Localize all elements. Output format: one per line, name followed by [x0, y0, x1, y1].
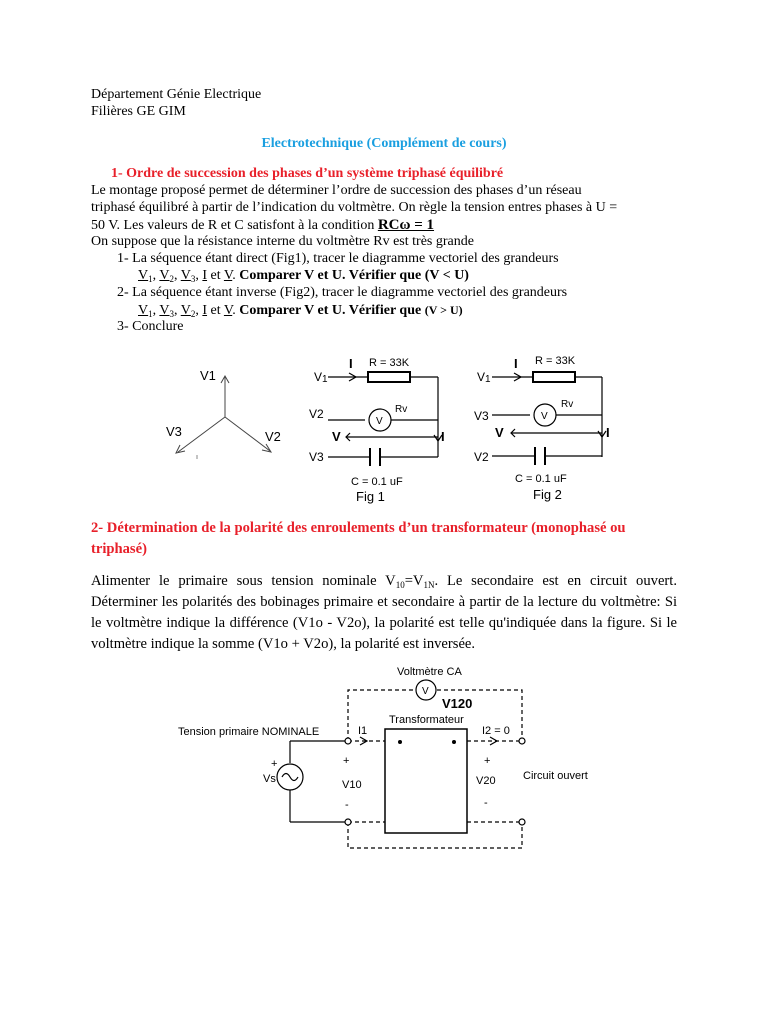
fig2-v2: V2: [474, 450, 489, 464]
page-title: Electrotechnique (Complément de cours): [261, 136, 507, 151]
s1-p3: [91, 217, 434, 234]
fig1-v3: V3: [309, 450, 324, 464]
fig1-i-right: I: [441, 429, 445, 444]
fig2-i-right: I: [606, 425, 610, 440]
item1-bold: Comparer V et U. Vérifier que (V < U): [239, 268, 469, 283]
fig1-v2: V2: [309, 407, 324, 421]
v10-plus: +: [343, 755, 350, 767]
fig2-r-label: R = 33K: [535, 355, 576, 367]
circuit-ouvert-label: Circuit ouvert: [523, 770, 588, 782]
v20-plus: +: [484, 755, 491, 767]
section2-heading-1: 2- Détermination de la polarité des enroulements d’un transformateur (monophasé ou: [91, 520, 626, 536]
fig2-rv: Rv: [561, 399, 574, 410]
star-v3: V3: [166, 424, 182, 439]
fig2-caption: Fig 2: [533, 487, 562, 502]
fig1-v-label: V: [332, 429, 341, 444]
section1-heading: 1- Ordre de succession des phases d’un système triphasé équilibré: [111, 166, 504, 181]
para-a: Alimenter le primaire sous tension nominale V: [91, 573, 396, 589]
s1-item1-detail: $V_1$, $V_2$, $V_3$, I et V. Comparer V et U. Vérifier que (V < U): [138, 268, 469, 284]
item2-cond: (V > U): [424, 303, 463, 317]
s1-p2: triphasé équilibré à partir de l’indication du voltmètre. On règle la tension entres phases à U =: [91, 200, 618, 215]
tension-label: Tension primaire NOMINALE: [178, 726, 320, 738]
fig1-r-label: R = 33K: [369, 357, 410, 369]
fig1-voltmeter-v: V: [376, 416, 383, 427]
s1-item3: 3- Conclure: [117, 319, 184, 334]
phase-figures: [0, 345, 768, 505]
fig1-i-top: I: [349, 356, 353, 371]
s1-item2-detail: $V_1$, $V_3$, $V_2$, I et V. Comparer V et U. Vérifier que (V > U): [138, 303, 463, 319]
fig2-circuit: [492, 372, 606, 465]
polarity-dot-secondary: [452, 740, 456, 744]
star-diagram: [176, 376, 271, 459]
section2-heading-2: triphasé): [91, 541, 147, 557]
para-b: . Le secondaire est en circuit ouvert. Déterminer les polarités des bobinages primaire et secondaire à partir de la lecture du voltmètre: Si le voltmètre indique la différence (V1o - V2o), la polarité est telle qu'indiquée dans la figure. Si le voltmètre indique la somme (V1o + V2o), la polarité est inversée.: [91, 573, 677, 652]
i2-label: I2 = 0: [482, 725, 510, 737]
fig2-v3: V3: [474, 409, 489, 423]
transformer-figure: [0, 655, 768, 855]
star-v1: V1: [200, 368, 216, 383]
fig1-v1: V1: [314, 370, 328, 385]
section2-paragraph: Alimenter le primaire sous tension nominale $V_{10}=V_{1N}$. Le secondaire est en circuit ouvert. Déterminer les polarités des bobinages primaire et secondaire à partir de la lecture du voltmètre: Si le voltmètre indique la différence (V1o - V2o), la polarité est telle qu'indiquée dans la figure. Si le voltmètre indique la somme (V1o + V2o), la polarité est inversée.: [91, 573, 677, 652]
v20-label: V20: [476, 775, 496, 787]
fig2-voltmeter-v: V: [541, 411, 548, 422]
voltmetre-v: V: [422, 686, 429, 697]
fig1-c-label: C = 0.1 uF: [351, 476, 403, 488]
fig2-v-label: V: [495, 425, 504, 440]
vs-plus: +: [271, 758, 278, 770]
vs-label: Vs: [263, 773, 276, 785]
transfo-label: Transformateur: [389, 714, 464, 726]
v10-label: V10: [342, 779, 362, 791]
v10-minus: -: [345, 799, 349, 811]
filieres-line: Filières GE GIM: [91, 104, 186, 119]
rc-condition: RCω = 1: [377, 217, 435, 233]
fig2-c-label: C = 0.1 uF: [515, 473, 567, 485]
s1-item1: 1- La séquence étant direct (Fig1), tracer le diagramme vectoriel des grandeurs: [117, 251, 559, 266]
fig1-caption: Fig 1: [356, 489, 385, 504]
i1-label: I1: [358, 725, 368, 737]
v120-label: V120: [442, 696, 473, 711]
polarity-dot-primary: [398, 740, 402, 744]
v20-minus: -: [484, 797, 488, 809]
fig2-v1: V1: [477, 370, 491, 385]
item2-bold: Comparer V et U. Vérifier que: [239, 303, 422, 318]
fig1-circuit: [328, 372, 442, 466]
fig1-rv: Rv: [395, 404, 408, 415]
voltmetre-label: Voltmètre CA: [397, 666, 462, 678]
star-v2: V2: [265, 429, 281, 444]
s1-p3-text: 50 V. Les valeurs de R et C satisfont à la condition: [91, 218, 375, 233]
s1-p1: Le montage proposé permet de déterminer l’ordre de succession des phases d’un réseau: [91, 183, 582, 198]
s1-p4: On suppose que la résistance interne du voltmètre Rv est très grande: [91, 234, 474, 249]
fig2-i-top: I: [514, 356, 518, 371]
s1-item2: 2- La séquence étant inverse (Fig2), tracer le diagramme vectoriel des grandeurs: [117, 285, 568, 300]
dept-line: Département Génie Electrique: [91, 87, 262, 102]
